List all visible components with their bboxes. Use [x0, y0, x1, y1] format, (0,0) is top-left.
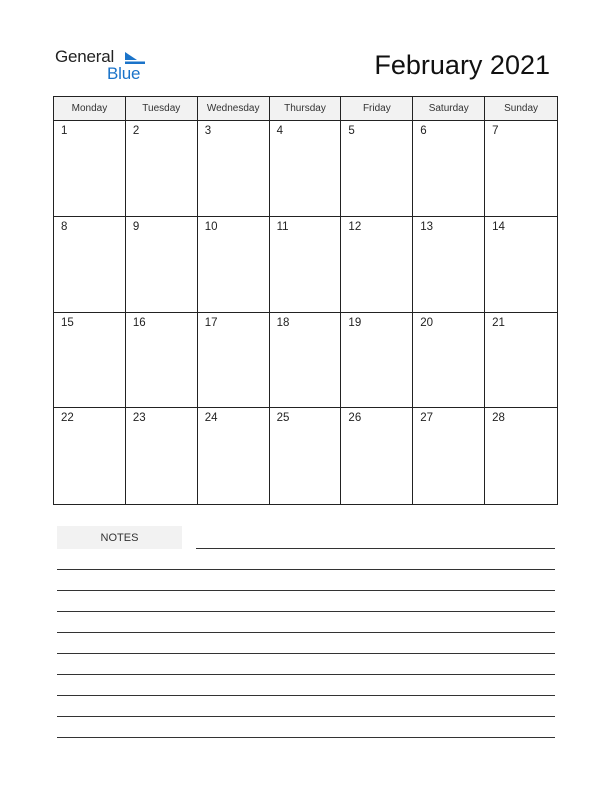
- day-cell: 28: [492, 412, 505, 425]
- day-cell: 6: [413, 121, 485, 217]
- logo-triangle-icon: [123, 51, 145, 65]
- note-line: [57, 716, 555, 717]
- day-cell: 15: [54, 313, 126, 409]
- note-line: [57, 695, 555, 696]
- day-cell: 5: [341, 121, 413, 217]
- day-cell: 2: [126, 121, 198, 217]
- day-cell: 25: [270, 408, 342, 504]
- calendar-grid: [53, 96, 558, 505]
- weekday-header: Friday: [341, 97, 413, 121]
- note-line: [57, 737, 555, 738]
- weekday-header: Sunday: [485, 97, 557, 121]
- logo-text-blue: Blue: [107, 64, 141, 83]
- day-cell: 20: [413, 313, 485, 409]
- day-cell: 4: [270, 121, 342, 217]
- month-title: February 2021: [374, 50, 550, 80]
- day-cell: 17: [198, 313, 270, 409]
- day-cell: 9: [126, 217, 198, 313]
- weekday-header: Monday: [54, 97, 126, 121]
- day-cell: 12: [341, 217, 413, 313]
- note-line: [57, 569, 555, 570]
- note-line: [57, 611, 555, 612]
- day-cell: 11: [270, 217, 342, 313]
- logo-text-general: General: [55, 47, 115, 66]
- brand-logo: [55, 47, 155, 83]
- day-cell: 18: [270, 313, 342, 409]
- note-line: [57, 590, 555, 591]
- notes-label: NOTES: [57, 526, 182, 549]
- weekday-header: Thursday: [270, 97, 342, 121]
- day-cell: 24: [198, 408, 270, 504]
- day-cell: 16: [126, 313, 198, 409]
- day-cell: 21: [485, 313, 557, 409]
- note-line: [57, 674, 555, 675]
- day-cell: 1: [54, 121, 126, 217]
- day-cell: 10: [198, 217, 270, 313]
- note-line: [57, 653, 555, 654]
- weekday-header: Tuesday: [126, 97, 198, 121]
- day-cell: 7: [485, 121, 557, 217]
- day-cell: 22: [54, 408, 126, 504]
- day-cell: 14: [485, 217, 557, 313]
- day-cell: 19: [341, 313, 413, 409]
- weekday-header: Saturday: [413, 97, 485, 121]
- day-cell: 3: [198, 121, 270, 217]
- day-cell: 26: [341, 408, 413, 504]
- day-cell: 8: [54, 217, 126, 313]
- weekday-header: Wednesday: [198, 97, 270, 121]
- note-line: [196, 548, 555, 549]
- day-cell: 13: [413, 217, 485, 313]
- day-cell: 23: [126, 408, 198, 504]
- note-line: [57, 632, 555, 633]
- day-cell: 27: [413, 408, 485, 504]
